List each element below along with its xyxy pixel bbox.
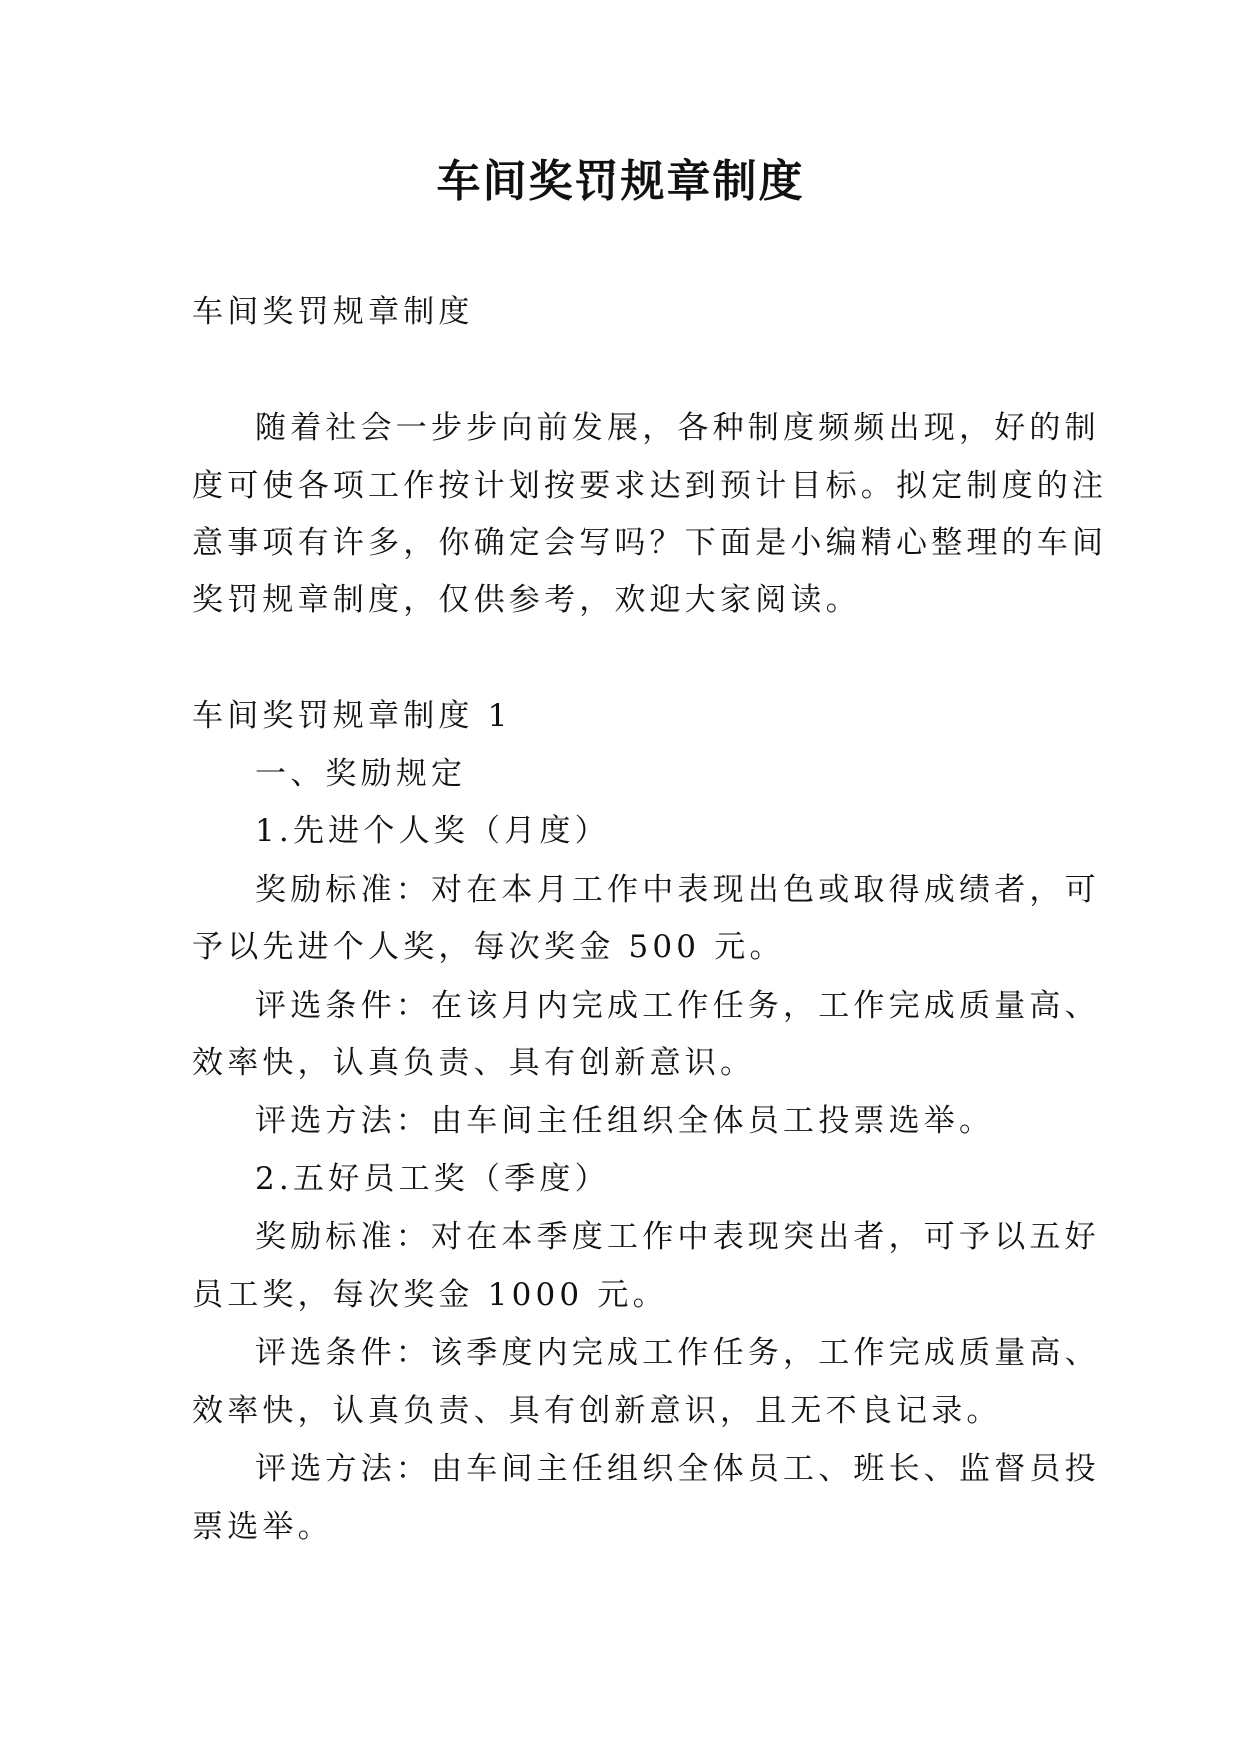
award-heading: 1.先进个人奖（月度） <box>255 813 610 849</box>
section-heading: 车间奖罚规章制度 1 <box>192 698 512 734</box>
award-conditions-line: 评选条件：在该月内完成工作任务，工作完成质量高、 <box>255 988 1100 1024</box>
award-standard-line: 予以先进个人奖，每次奖金 500 元。 <box>192 929 785 965</box>
document-subtitle: 车间奖罚规章制度 <box>192 294 474 330</box>
intro-line: 意事项有许多，你确定会写吗？下面是小编精心整理的车间 <box>192 525 1108 561</box>
award-conditions-line: 评选条件：该季度内完成工作任务，工作完成质量高、 <box>255 1335 1100 1371</box>
award-method-line: 评选方法：由车间主任组织全体员工投票选举。 <box>255 1103 995 1139</box>
award-standard-line: 奖励标准：对在本月工作中表现出色或取得成绩者，可 <box>255 872 1100 908</box>
award-standard-line: 员工奖，每次奖金 1000 元。 <box>192 1277 668 1313</box>
award-method-line: 评选方法：由车间主任组织全体员工、班长、监督员投 <box>255 1451 1100 1487</box>
award-standard-line: 奖励标准：对在本季度工作中表现突出者，可予以五好 <box>255 1219 1100 1255</box>
award-method-line: 票选举。 <box>192 1509 333 1545</box>
intro-line: 奖罚规章制度，仅供参考，欢迎大家阅读。 <box>192 582 861 618</box>
intro-line: 度可使各项工作按计划按要求达到预计目标。拟定制度的注 <box>192 468 1108 504</box>
award-conditions-line: 效率快，认真负责、具有创新意识。 <box>192 1045 756 1081</box>
document-title: 车间奖罚规章制度 <box>436 156 805 207</box>
award-heading: 2.五好员工奖（季度） <box>255 1161 610 1197</box>
award-conditions-line: 效率快，认真负责、具有创新意识，且无不良记录。 <box>192 1393 1002 1429</box>
intro-line: 随着社会一步步向前发展，各种制度频频出现，好的制 <box>255 410 1100 446</box>
part-heading: 一、奖励规定 <box>255 756 467 792</box>
